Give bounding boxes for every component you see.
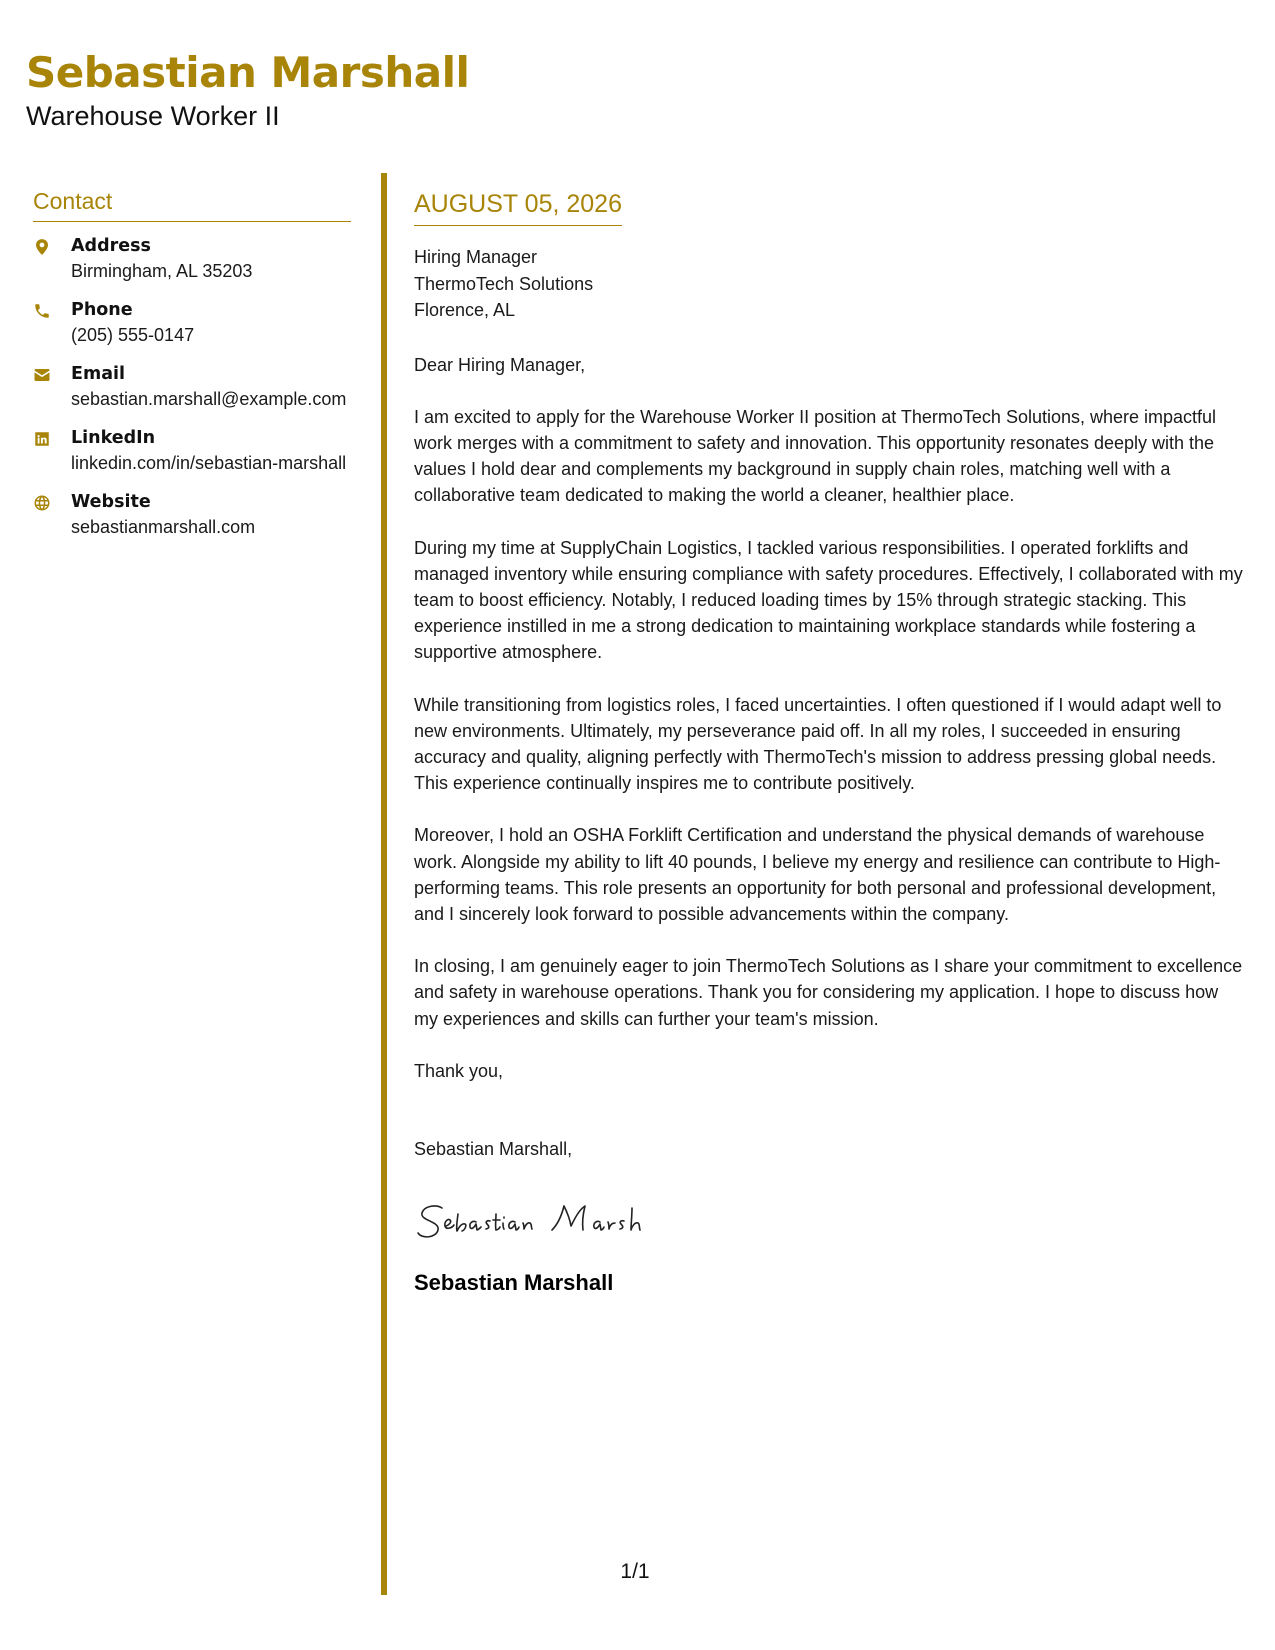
handwritten-signature: [414, 1192, 1244, 1248]
recipient-title: Hiring Manager: [414, 247, 538, 267]
recipient-block: [414, 244, 1244, 324]
signed-name: Sebastian Marshall: [414, 1270, 614, 1296]
contact-label: LinkedIn: [71, 428, 156, 448]
body-paragraph: I am excited to apply for the Warehouse Worker II position at ThermoTech Solutions, where impactful work merges with a commitment to safety and innovation. This opportunity resonates deeply with the values I hold dear and complements my background in supply chain roles, matching well with a collaborative team dedicated to making the world a cleaner, healthier place.: [414, 406, 1217, 506]
contact-label: Phone: [71, 300, 133, 320]
contact-item-address: [33, 234, 351, 284]
body-paragraph: During my time at SupplyChain Logistics, I tackled various responsibilities. I operated forklifts and managed inventory while ensuring compliance with safety procedures. Effectively, I collaborated with my team to boost efficiency. Notably, I reduced loading times by 15% through strategic stacking. This experience instilled in me a strong dedication to maintaining workplace standards while fostering a supportive atmosphere.: [414, 537, 1243, 663]
linkedin-icon: [33, 426, 71, 450]
body-paragraph: While transitioning from logistics roles, I faced uncertainties. I often questioned if I would adapt well to new environments. Ultimately, my perseverance paid off. In all my roles, I succeeded in ensuring accuracy and quality, aligning perfectly with ThermoTech's mission to address pressing global needs. This experience continually inspires me to contribute positively.: [414, 694, 1222, 794]
contact-heading: Contact: [33, 188, 351, 222]
body-paragraph: Moreover, I hold an OSHA Forklift Certification and understand the physical demands of warehouse work. Alongside my ability to lift 40 pounds, I believe my energy and resilience can contribute to High-performing teams. This role presents an opportunity for both personal and professional development, and I sincerely look forward to possible advancements within the company.: [414, 825, 1221, 924]
page-number: 1/1: [620, 1560, 650, 1583]
location-pin-icon: [33, 234, 71, 258]
globe-icon: [33, 490, 71, 514]
contact-value: sebastianmarshall.com: [71, 517, 256, 537]
salutation: Dear Hiring Manager,: [414, 354, 586, 375]
contact-label: Website: [71, 492, 151, 512]
letter-date: AUGUST 05, 2026: [414, 189, 622, 226]
applicant-name: Sebastian Marshall: [26, 48, 470, 97]
contact-sidebar: [33, 188, 351, 554]
letter-body: [414, 189, 1244, 1296]
envelope-icon: [33, 362, 71, 386]
phone-icon: [33, 298, 71, 322]
recipient-company: ThermoTech Solutions: [414, 273, 594, 294]
closing: Thank you,: [414, 1060, 504, 1081]
contact-value: linkedin.com/in/sebastian-marshall: [71, 453, 347, 473]
contact-item-phone: [33, 298, 351, 348]
contact-value: (205) 555-0147: [71, 325, 195, 345]
applicant-job-title: Warehouse Worker II: [26, 101, 280, 131]
contact-label: Address: [71, 236, 151, 256]
contact-value: Birmingham, AL 35203: [71, 261, 253, 281]
contact-item-email: [33, 362, 351, 412]
column-divider: [381, 173, 387, 1595]
signature-image: [414, 1192, 694, 1248]
contact-label: Email: [71, 364, 125, 384]
contact-item-website: [33, 490, 351, 540]
signoff-name: Sebastian Marshall,: [414, 1138, 573, 1159]
contact-item-linkedin: [33, 426, 351, 476]
body-paragraph: In closing, I am genuinely eager to join ThermoTech Solutions as I share your commitment to excellence and safety in warehouse operations. Thank you for considering my application. I hope to discuss how my experiences and skills can further your team's mission.: [414, 956, 1243, 1029]
recipient-location: Florence, AL: [414, 300, 516, 320]
contact-value: sebastian.marshall@example.com: [71, 389, 347, 409]
resume-header: [26, 48, 469, 132]
